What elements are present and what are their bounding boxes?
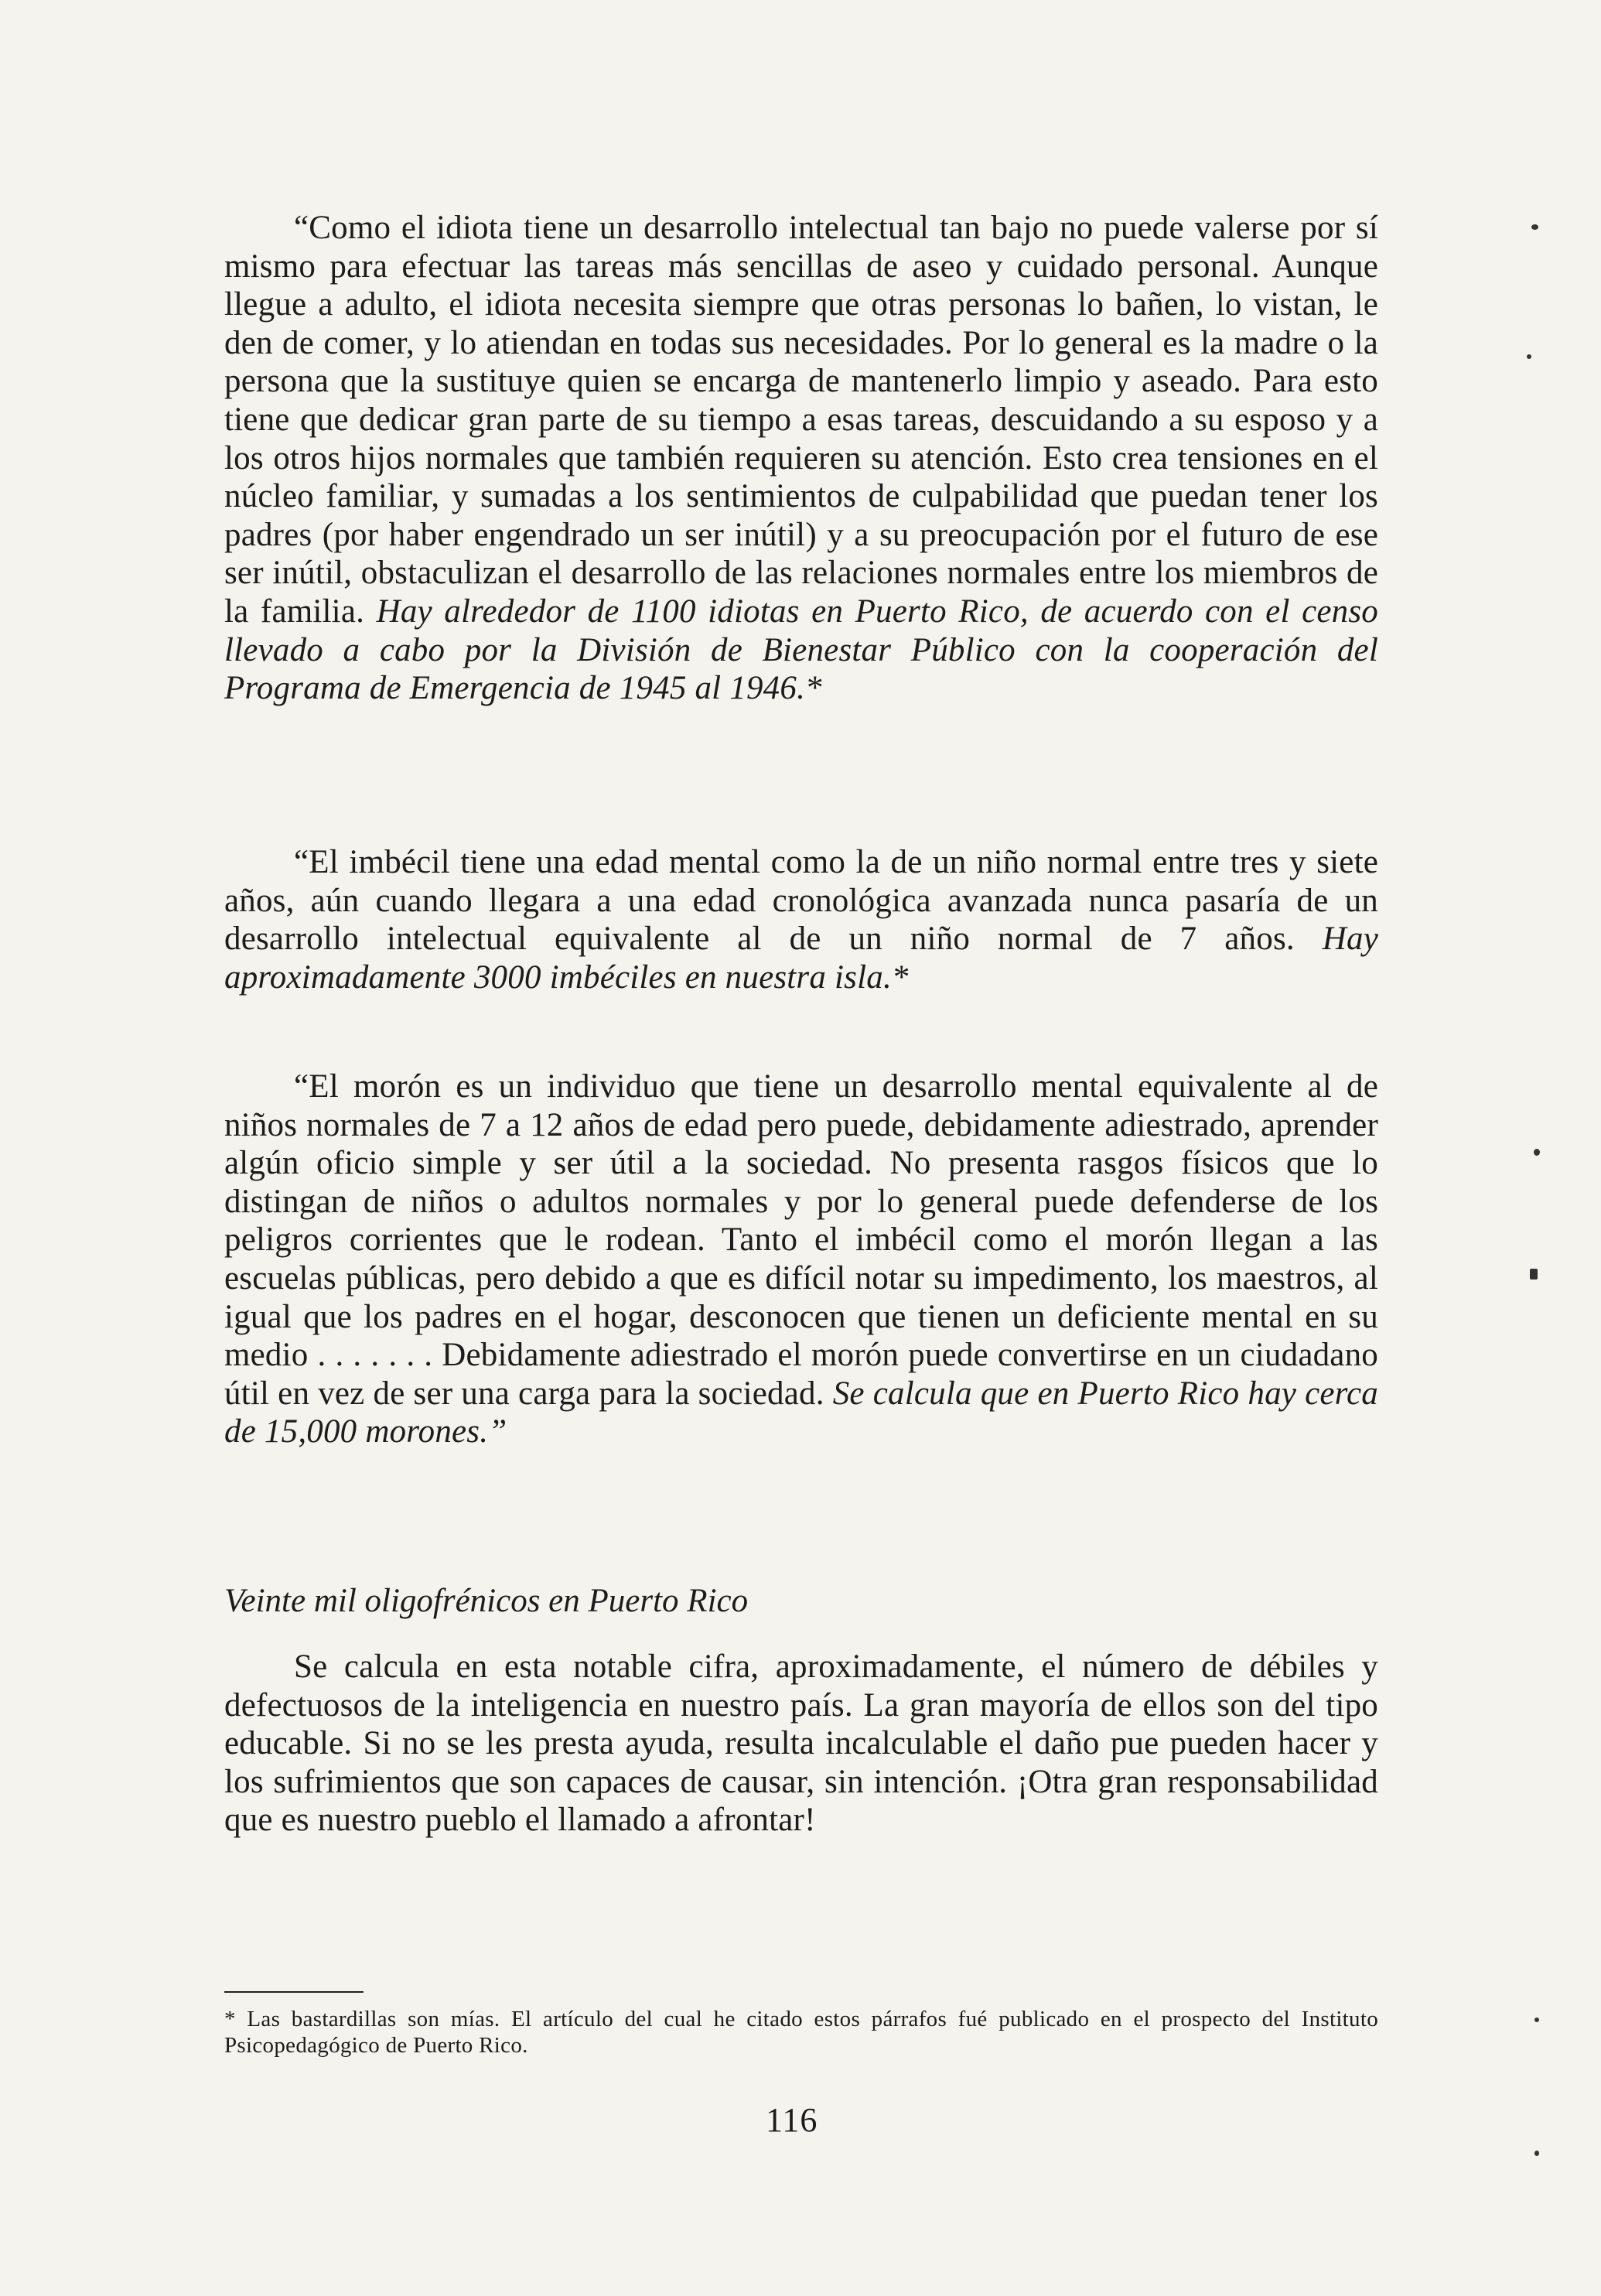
scan-speck (1534, 2018, 1539, 2022)
footnote: * Las bastardillas son mías. El artículo del cual he citado estos párrafos fué publicado en el prospecto del Instituto Psicopedagógico de Puerto Rico. (224, 2007, 1378, 2058)
imbecil-quote-block (224, 843, 1378, 996)
scan-speck (1530, 1269, 1538, 1280)
imbecil-paragraph (224, 843, 1378, 996)
imbecil-paragraph-italic: Hay aproximadamente 3000 imbéciles en nuestra isla.* (224, 921, 1379, 996)
moron-paragraph-italic: Se calcula que en Puerto Rico hay cerca de 15,000 morones.” (224, 1375, 1378, 1450)
idiota-paragraph-italic: Hay alrededor de 1100 idiotas en Puerto Rico, de acuerdo con el censo llevado a cabo por la División de Bienestar Público con la cooperación del Programa de Emergencia de 1945 al 1946.* (224, 593, 1379, 707)
page-number: 116 (766, 2101, 818, 2139)
veinte-mil-paragraph: Se calcula en esta notable cifra, aproximadamente, el número de débiles y defectuosos de la inteligencia en nuestro país. La gran mayoría de ellos son del tipo educable. Si no se les presta ayuda, resulta incalculable el daño pue pueden hacer y los sufrimientos que son capaces de causar, sin intención. ¡Otra gran responsabilidad que es nuestro pueblo el llamado a afrontar! (224, 1649, 1378, 1839)
moron-quote-block (224, 1068, 1378, 1451)
section-heading: Veinte mil oligofrénicos en Puerto Rico (224, 1583, 749, 1619)
idiota-paragraph-text: “Como el idiota tiene un desarrollo intelectual tan bajo no puede valerse por sí mismo para efectuar las tareas más sencillas de aseo y cuidado personal. Aunque llegue a adulto, el idiota necesita siempre que otras personas lo bañen, lo vistan, le den de comer, y lo atiendan en todas sus necesidades. Por lo general es la madre o la persona que la sustituye quien se encarga de mantenerlo limpio y aseado. Para esto tiene que dedicar gran parte de su tiempo a esas tareas, descuidando a su esposo y a los otros hijos normales que también requieren su atención. Esto crea tensiones en el núcleo familiar, y sumadas a los sentimientos de culpabilidad que puedan tener los padres (por haber engendrado un ser inútil) y a su preocupación por el futuro de ese ser inútil, obstaculizan el desarrollo de las relaciones normales entre los miembros de la familia. (224, 210, 1378, 630)
scan-speck (1534, 1149, 1540, 1156)
idiota-paragraph (224, 209, 1378, 708)
idiota-quote-block (224, 209, 1378, 708)
scan-speck (1534, 2151, 1539, 2156)
scan-speck (1531, 224, 1538, 230)
footnote-divider (224, 1991, 364, 1993)
imbecil-paragraph-text: “El imbécil tiene una edad mental como la de un niño normal entre tres y siete años, aún cuando llegara a una edad cronológica avanzada nunca pasaría de un desarrollo intelectual equivalente al de un niño normal de 7 años. (224, 844, 1378, 958)
moron-paragraph (224, 1068, 1378, 1451)
moron-paragraph-text: “El morón es un individuo que tiene un desarrollo mental equivalente al de niños normales de 7 a 12 años de edad pero puede, debidamente adiestrado, aprender algún oficio simple y ser útil a la sociedad. No presenta rasgos físicos que lo distingan de niños o adultos normales y por lo general puede defenderse de los peligros corrientes que le rodean. Tanto el imbécil como el morón llegan a las escuelas públicas, pero debido a que es difícil notar su impedimento, los maestros, al igual que los padres en el hogar, desconocen que tienen un deficiente mental en su medio . . . . . . . Debidamente adiestrado el morón puede convertirse en un ciudadano útil en vez de ser una carga para la sociedad. (224, 1068, 1378, 1412)
veinte-mil-block (224, 1648, 1378, 1840)
scan-speck (1527, 354, 1531, 359)
